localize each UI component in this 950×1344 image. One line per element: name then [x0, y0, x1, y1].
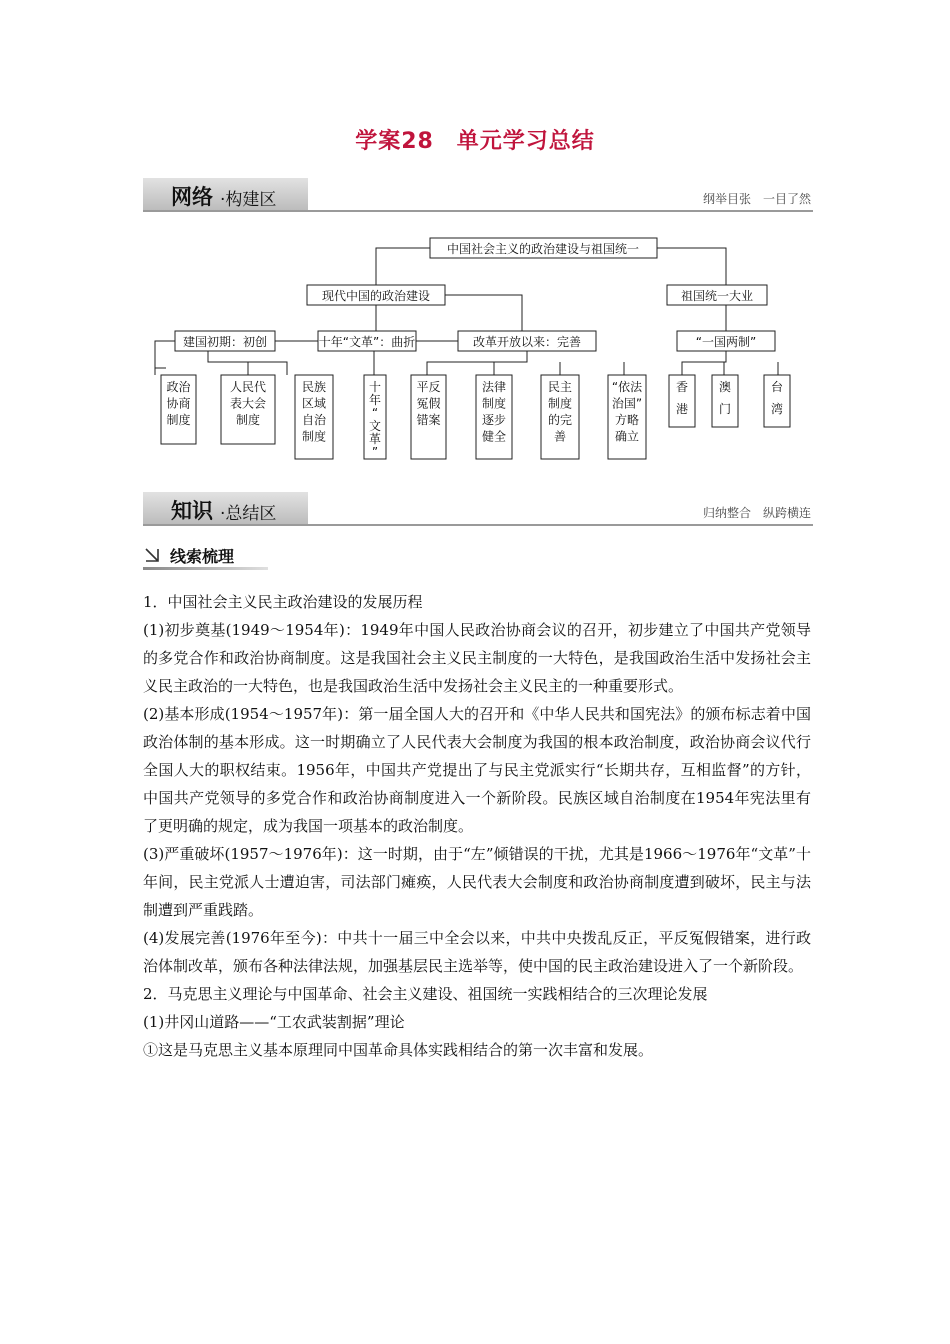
paragraph: 2．马克思主义理论与中国革命、社会主义建设、祖国统一实践相结合的三次理论发展 [143, 985, 708, 1003]
knowledge-tree-diagram [140, 228, 800, 464]
section-subtitle: ·构建区 [220, 190, 277, 210]
diagram-leaf-text: 错案 [416, 413, 441, 427]
paragraph: (1)初步奠基(1949～1954年)：1949年中国人民政治协商会议的召开，初步建立了中国共产党领导的多党合作和政治协商制度。这是我国社会主义民主制度的一大特色，是我国政治生活中发扬社会主义民主政治的一大特色，也是我国政治生活中发扬社会主义民主的一种重要形式。 [143, 621, 811, 695]
diagram-leaf-text: 湾 [770, 402, 784, 416]
paragraph: 1．中国社会主义民主政治建设的发展历程 [143, 593, 423, 611]
diagram-leaf-text: 香 [675, 380, 689, 394]
subheading-underline [143, 567, 268, 570]
paragraph: ①这是马克思主义基本原理同中国革命具体实践相结合的第一次丰富和发展。 [143, 1041, 654, 1059]
paragraph: (2)基本形成(1954～1957年)：第一届全国人大的召开和《中华人民共和国宪法》的颁布标志着中国政治体制的基本形成。这一时期确立了人民代表大会制度为我国的根本政治制度，政治协商会议代行全国人大的职权结束。1956年，中国共产党提出了与民主党派实行“长期共存，互相监督”的方针，中国共产党领导的多党合作和政治协商制度进入一个新阶段。民族区域自治制度在1954年宪法里有了更明确的规定，成为我国一项基本的政治制度。 [143, 705, 811, 835]
diagram-leaf-text: 制度 [235, 413, 261, 427]
diagram-stage-cultural-revolution: 十年“文革”：曲折 [318, 335, 416, 349]
section-motto: 纲举目张 一目了然 [702, 192, 811, 206]
diagram-leaf-text: 健全 [481, 429, 507, 444]
diagram-stage-reform: 改革开放以来：完善 [472, 335, 582, 349]
diagram-leaf-text: “ [371, 406, 379, 420]
diagram-leaf-text: 港 [675, 402, 689, 416]
diagram-leaf-text: 法律 [481, 380, 507, 394]
diagram-leaf-text: 制度 [481, 396, 507, 411]
diagram-leaf-text: 逐步 [481, 413, 507, 427]
diagram-leaf-text: 革 [368, 432, 382, 446]
diagram-leaf-text: 民主 [547, 380, 573, 394]
page-title: 学案28 单元学习总结 [355, 129, 595, 154]
subheading-title: 线索梳理 [170, 547, 235, 566]
diagram-leaf-text: 的完 [547, 413, 573, 427]
diagram-leaf-text: 门 [718, 402, 732, 416]
section-title: 知识 [171, 499, 213, 523]
diagram-leaf-text: 十 [368, 380, 382, 394]
diagram-leaf-text: 台 [770, 380, 784, 394]
diagram-branch-reunification: 祖国统一大业 [680, 289, 754, 303]
diagram-leaf-text: 制度 [547, 396, 573, 411]
paragraph: (3)严重破坏(1957～1976年)：这一时期，由于“左”倾错误的干扰，尤其是1966～1976年“文革”十年间，民主党派人士遭迫害，司法部门瘫痪，人民代表大会制度和政治协商制度遭到破坏，民主与法制遭到严重践踏。 [143, 845, 811, 919]
diagonal-corner-icon [143, 546, 161, 564]
diagram-branch-politics: 现代中国的政治建设 [321, 289, 431, 303]
diagram-leaf-text: 确立 [614, 429, 640, 444]
diagram-policy: “一国两制” [695, 335, 757, 349]
diagram-leaf-text: 区域 [301, 396, 327, 411]
diagram-stage-founding: 建国初期：初创 [182, 335, 268, 349]
diagram-leaf-text: 民族 [301, 380, 327, 394]
section-motto: 归纳整合 纵跨横连 [702, 506, 811, 520]
diagram-leaf-text: 表大会 [229, 396, 267, 411]
connector-lines [155, 248, 778, 375]
section-tab [143, 492, 308, 524]
diagram-leaf-text: 善 [553, 429, 567, 444]
diagram-leaf-text: 协商 [166, 396, 191, 411]
diagram-leaf-text: 冤假 [416, 396, 441, 411]
diagram-leaf-text: 制度 [301, 429, 327, 444]
diagram-leaf-text: 自治 [301, 413, 327, 427]
diagram-leaf-text: ” [371, 445, 379, 459]
section-header-network [143, 178, 813, 212]
paragraph: (4)发展完善(1976年至今)：中共十一届三中全会以来，中共中央拨乱反正，平反冤假错案，进行政治体制改革，颁布各种法律法规，加强基层民主选举等，使中国的民主政治建设进入了一个新阶段。 [143, 929, 811, 975]
diagram-leaf-text: 年 [368, 393, 382, 407]
section-subtitle: ·总结区 [220, 504, 277, 524]
diagram-leaf-text: 平反 [416, 380, 441, 394]
subheading-block [143, 542, 268, 570]
diagram-leaf-text: 方略 [614, 413, 640, 427]
diagram-leaf-text: 制度 [166, 413, 191, 427]
body-text [143, 588, 811, 1064]
section-title: 网络 [171, 185, 213, 209]
paragraph: (1)井冈山道路——“工农武装割据”理论 [143, 1013, 405, 1031]
diagram-root: 中国社会主义的政治建设与祖国统一 [446, 242, 640, 256]
diagram-leaf-text: 治国” [611, 396, 643, 411]
section-header-knowledge [143, 492, 813, 526]
diagram-leaf-text: 文 [368, 419, 382, 433]
diagram-leaf-text: “依法 [611, 380, 643, 394]
diagram-leaf-text: 澳 [718, 380, 732, 394]
section-tab [143, 178, 308, 210]
diagram-leaf-text: 人民代 [229, 380, 267, 394]
diagram-leaf-text: 政治 [166, 380, 191, 394]
